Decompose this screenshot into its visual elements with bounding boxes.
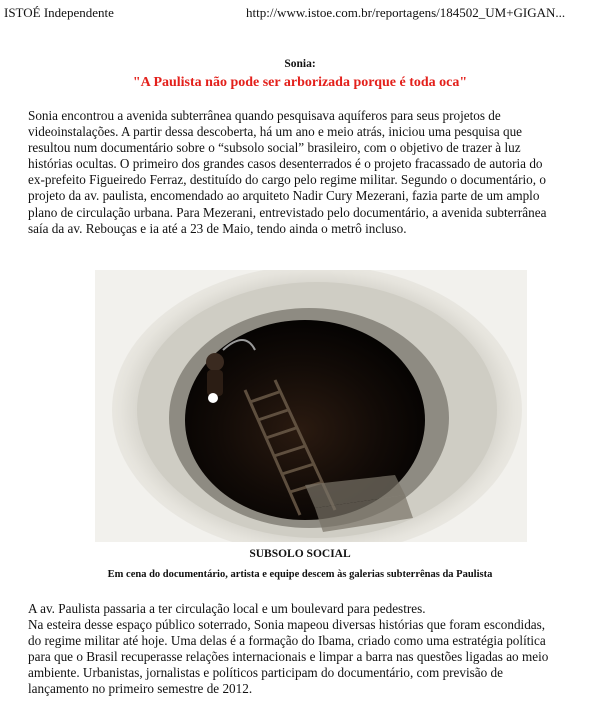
article-headline: "A Paulista não pode ser arborizada porque é toda oca" (132, 75, 468, 90)
paragraph-line: videoinstalações. A partir dessa descoberta, há um ano e meio atrás, iniciou uma pesquisa que (28, 124, 523, 140)
paragraph-line: Sonia encontrou a avenida subterrânea quando pesquisava aquíferos para seus projetos de (28, 108, 501, 123)
paragraph-line: A av. Paulista passaria a ter circulação local e um boulevard para pedestres. (28, 601, 426, 616)
paragraph-line: plano de circulação urbana. Para Mezerani, entrevistado pelo documentário, a avenida subterrânea (28, 204, 547, 220)
paragraph-line: para que o Brasil recuperasse relações internacionais e limpar a barra nas questões ligadas ao meio (28, 649, 549, 665)
paragraph-line: ex-prefeito Figueiredo Ferraz, destituído do cargo pelo regime militar. Segundo o documentário, o (28, 172, 546, 188)
paragraph-line: histórias ocultas. O primeiro dos grandes casos desenterrados é o projeto fracassado de autoria do (28, 156, 543, 172)
photo-caption-title: SUBSOLO SOCIAL (249, 548, 351, 560)
paragraph-line: saía da av. Rebouças e ia até a 23 de Maio, tendo ainda o metrô incluso. (28, 220, 407, 236)
paragraph-line: lançamento no primeiro semestre de 2012. (28, 681, 253, 697)
article-kicker: Sonia: (284, 58, 316, 70)
paragraph-line: resultou num documentário sobre o “subsolo social” brasileiro, com o objetivo de trazer à luz (28, 140, 521, 156)
paragraph-line: Na esteira desse espaço público soterrado, Sonia mapeou diversas histórias que foram escondidas, (28, 617, 546, 633)
page-url[interactable]: http://www.istoe.com.br/reportagens/184502_UM+GIGAN... (246, 5, 566, 20)
article-paragraph-2 (28, 601, 584, 698)
publication-name: ISTOÉ Independente (4, 5, 114, 20)
article-photo (95, 270, 527, 542)
manhole-shaft-illustration (95, 270, 527, 542)
paragraph-line: do regime militar até hoje. Uma delas é a formação do Ibama, criado como uma estratégia política (28, 633, 546, 649)
paragraph-line: ambiente. Urbanistas, jornalistas e políticos participam do documentário, com previsão de (28, 665, 503, 681)
paragraph-line: projeto da av. paulista, encomendado ao arquiteto Nadir Cury Mezerani, fazia parte de um amplo (28, 188, 540, 204)
article-paragraph-1 (28, 108, 584, 237)
photo-caption-text: Em cena do documentário, artista e equipe descem às galerias subterrênas da Paulista (107, 569, 493, 580)
